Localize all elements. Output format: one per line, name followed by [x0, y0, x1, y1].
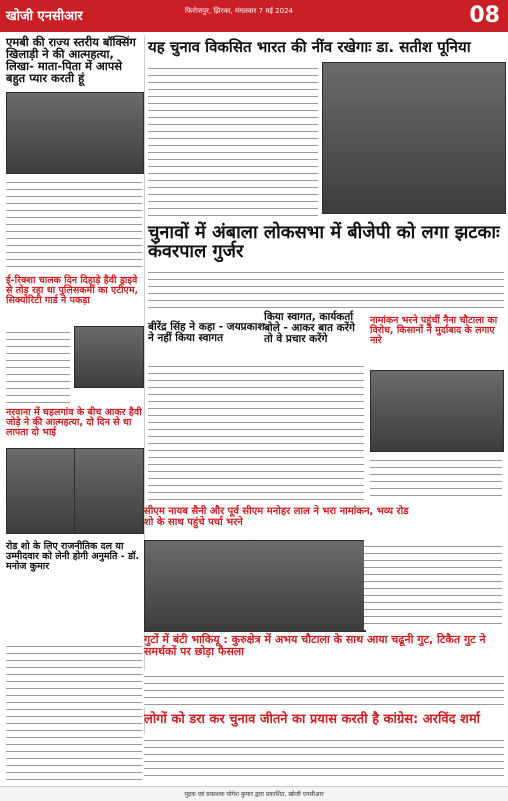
main-headline-4: किया स्वागत, कार्यकर्ता बोले - आकर बात करेंगे तो वे प्रचार करेंगे — [264, 311, 355, 346]
main-headline-2: चुनावों में अंबाला लोकसभा में बीजेपी को लगा झटकाः कंवरपाल गुर्जर — [148, 222, 500, 262]
left-headline-3: नरवाना में चहलगांव के बीच आकर हैवी जोड़े ने की आत्महत्या, दो दिन से था लापता दो भाई — [6, 407, 142, 438]
article-text-main-7 — [144, 670, 504, 708]
footer-text: मुद्रक एवं प्रकाशक योगेश कुमार द्वारा प्रकाशित, खोजी एनसीआर — [184, 791, 324, 798]
article-text-main-3 — [148, 360, 364, 500]
page-number: 08 — [469, 3, 500, 28]
main-headline-7: गुटों में बंटी भाकियू : कुरुक्षेत्र में अभय चौटाला के साथ आया चढूनी गुट, टिकैत गुट ने समर्थकों पर छोड़ा फैसला — [144, 633, 486, 658]
article-text-main-2 — [148, 266, 504, 310]
article-text-left-2 — [6, 326, 70, 404]
main-headline-3: बीरेंद्र सिंह ने कहा - जयप्रकाश ने नहीं किया स्वागत — [148, 321, 265, 345]
photo-naina — [370, 370, 504, 452]
photo-nomination — [144, 540, 366, 632]
main-headline-8: लोगों को डरा कर चुनाव जीतने का प्रयास करती है कांग्रेस: अरविंद शर्मा — [144, 712, 480, 727]
photo-atm — [74, 326, 144, 388]
left-column-divider — [144, 36, 145, 780]
dateline: फिरोजपुर, झिरका, मंगलवार 7 मई 2024 — [185, 7, 293, 15]
article-text-main-1 — [148, 62, 318, 220]
masthead — [0, 0, 508, 32]
article-text-main-8 — [144, 734, 504, 782]
photo-accident — [6, 448, 76, 534]
photo-poonia — [322, 62, 506, 214]
left-headline-4: रोड शो के लिए राजनीतिक दल या उम्मीदवार को लेनी होगी अनुमति - डॉ. मनोज कुमार — [6, 541, 140, 572]
left-headline-2: ई-रिक्शा चालक दिन दिहाड़े हैवी ड्राइवे से तोड़ रहा था पुलिसकर्मी का एटीएम, सिक्योरिटी गार्ड ने पकड़ा — [6, 275, 139, 306]
main-headline-6: नामांकन भरने पहुंचीं नैना चौटाला का विरोध, किसानों ने मुर्दाबाद के लगाए नारे — [370, 315, 498, 346]
photo-accident-2 — [74, 448, 144, 534]
brand-logo: खोजी एनसीआर — [6, 9, 83, 24]
article-text-left-1 — [6, 176, 142, 272]
main-headline-1: यह चुनाव विकसित भारत की नींव रखेगाः डा. सतीश पूनिया — [148, 38, 471, 56]
article-text-main-6 — [370, 454, 502, 502]
left-headline-1: एमबी की राज्य स्तरीय बॉक्सिंग खिलाड़ी ने की आत्महत्या, लिखा- माता-पिता में आपसे बहुत प्यार करती हूं — [6, 35, 136, 86]
photo-boxer — [6, 92, 144, 174]
footer — [0, 786, 508, 801]
article-text-left-3 — [6, 640, 142, 780]
article-text-main-5 — [364, 540, 502, 630]
main-headline-5: सीएम नायब सैनी और पूर्व सीएम मनोहर लाल ने भरा नामांकन, भव्य रोड शो के साथ पहुंचे पर्चा भरने — [144, 506, 409, 528]
